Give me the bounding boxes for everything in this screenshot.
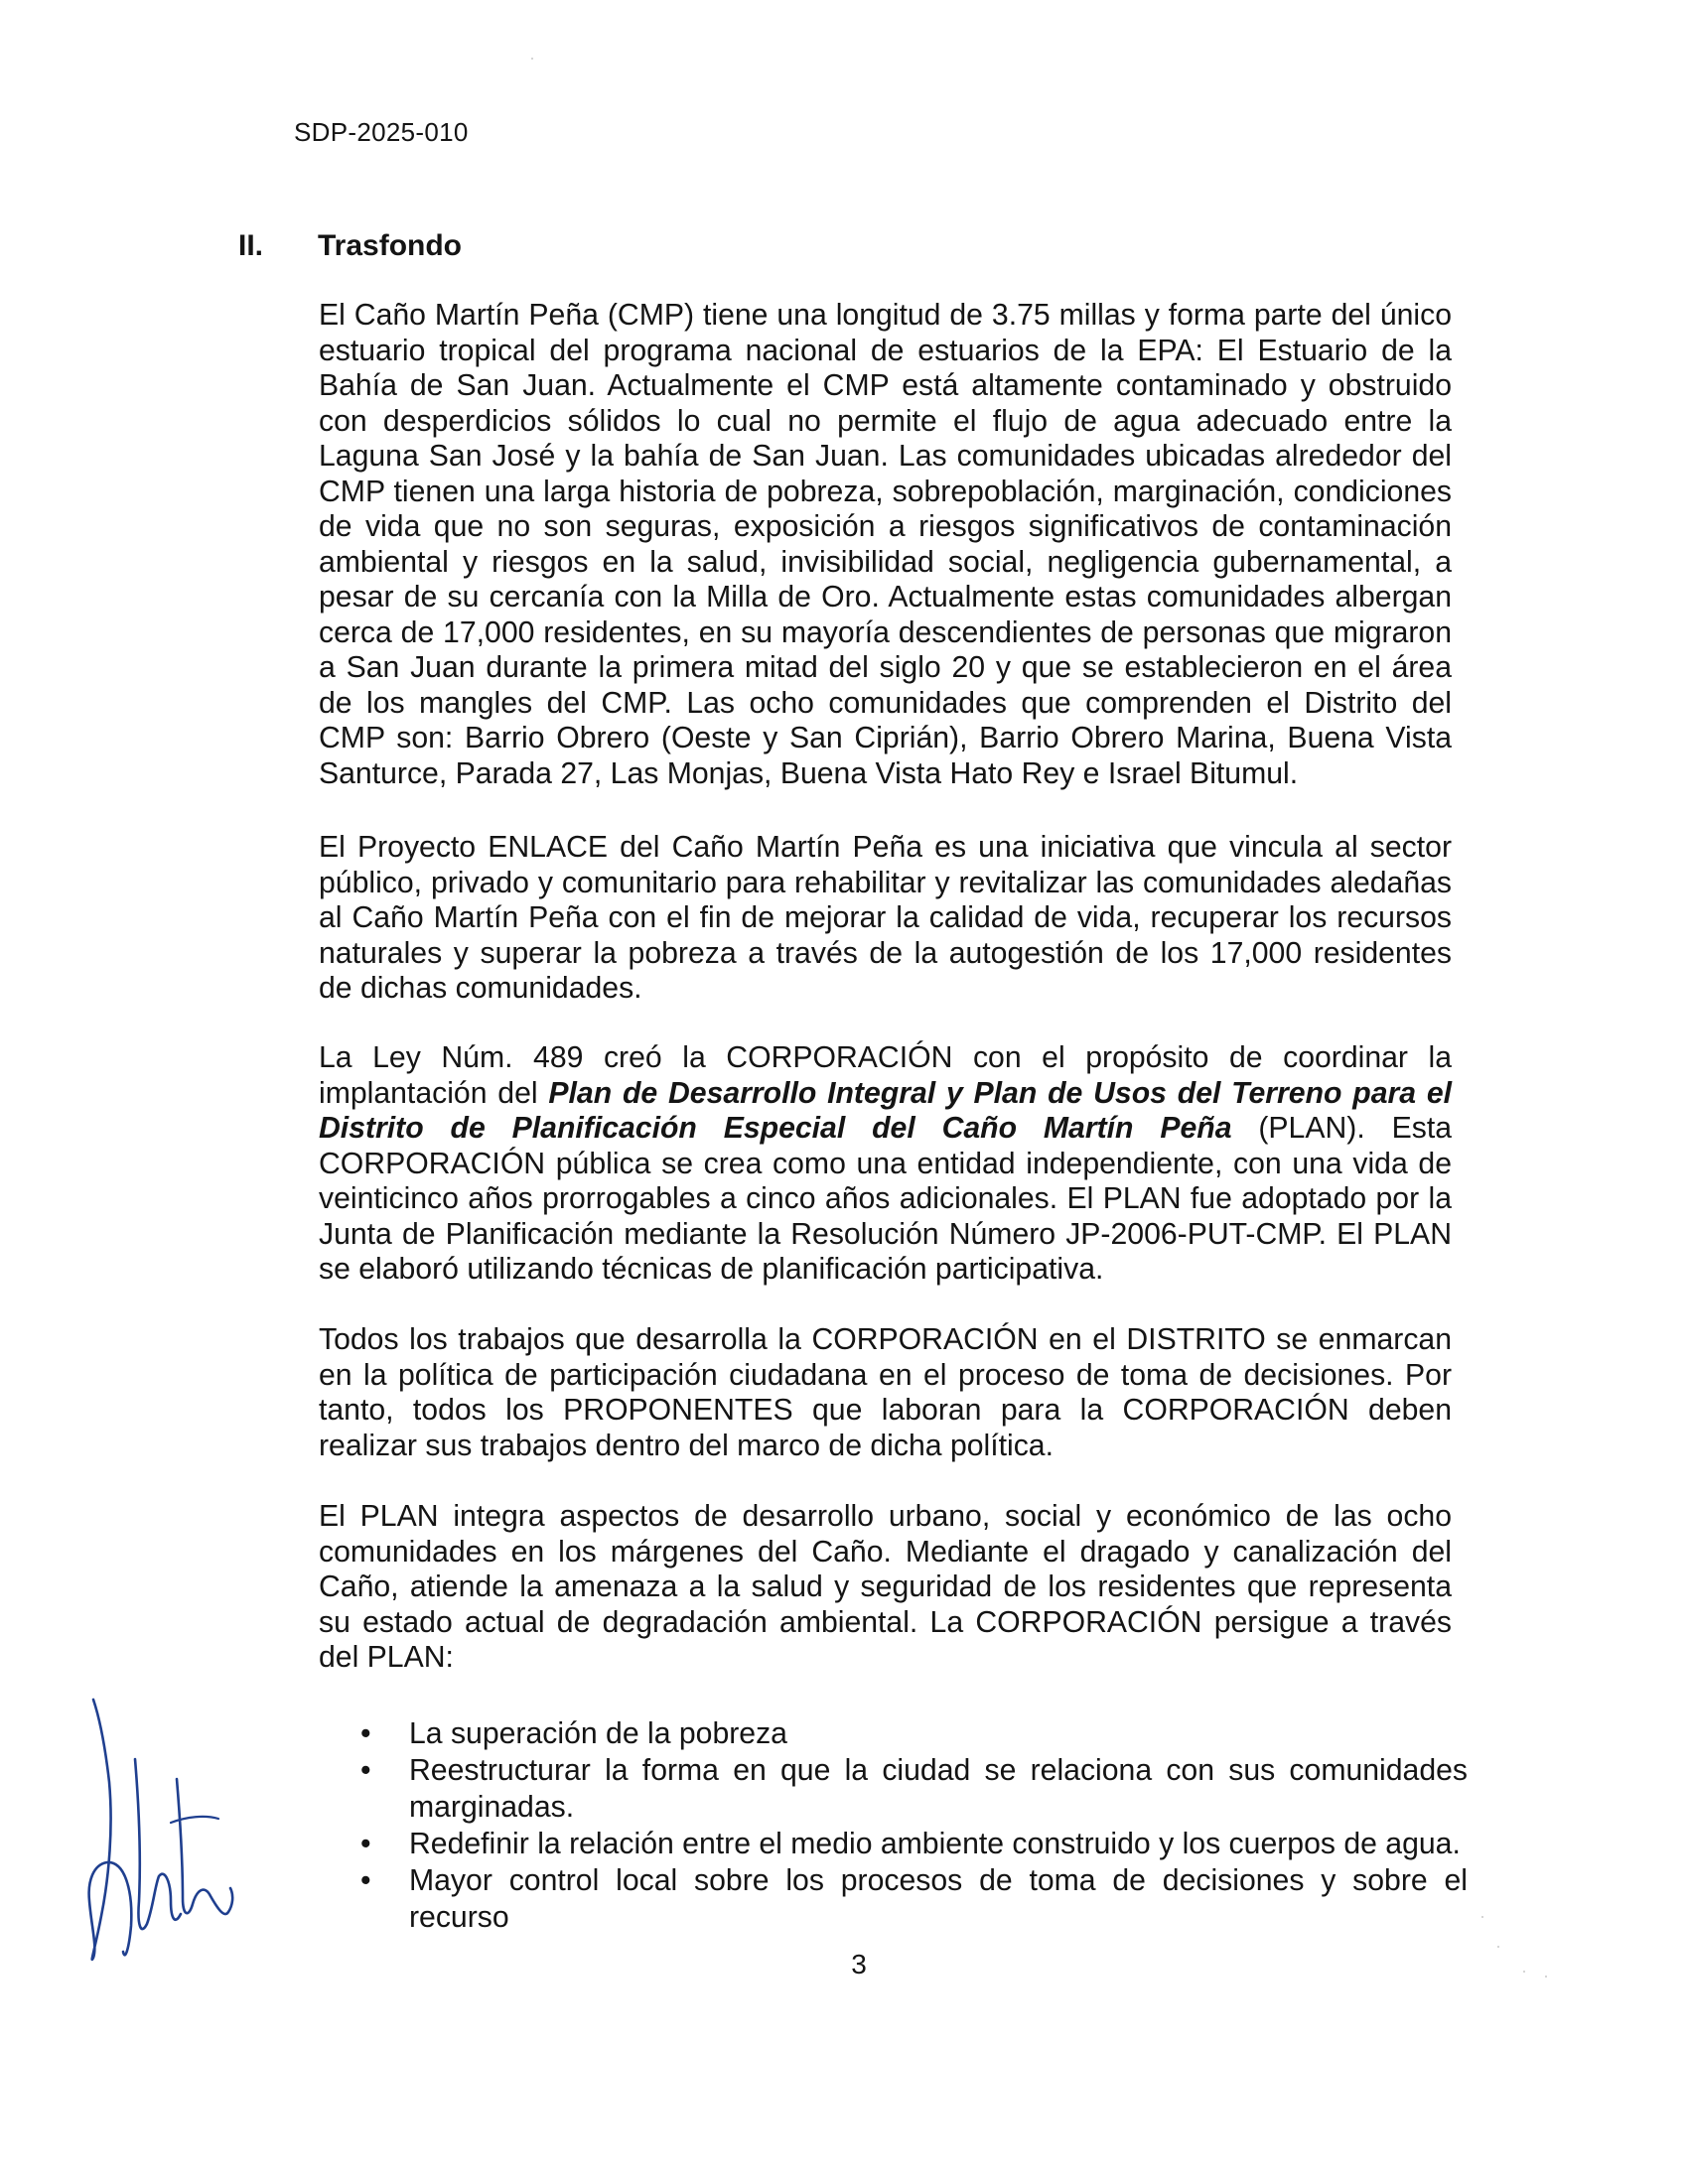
scan-speck	[1497, 1946, 1499, 1948]
handwritten-signature	[79, 1688, 248, 1976]
list-item-text: La superación de la pobreza	[409, 1717, 787, 1750]
paragraph-text: Todos los trabajos que desarrolla la CORPORACIÓN en el DISTRITO se enmarcan en la política de participación ciudadana en el proceso de toma de decisiones. Por tanto, todos los PROPONENTES que laboran para la CORPORACIÓN deben realizar sus trabajos dentro del marco de dicha política.	[319, 1323, 1452, 1462]
list-item	[319, 1715, 1468, 1752]
signature-stroke	[89, 1700, 132, 1960]
paragraph-background-cmp	[319, 298, 1452, 791]
paragraph-text: El Proyecto ENLACE del Caño Martín Peña es una iniciativa que vincula al sector público, privado y comunitario para rehabilitar y revitalizar las comunidades aledañas al Caño Martín Peña con el fin de mejorar la calidad de vida, recuperar los recursos naturales y superar la pobreza a través de la autogestión de los 17,000 residentes de dichas comunidades.	[319, 831, 1452, 1005]
page-number: 3	[851, 1949, 867, 1979]
scan-speck	[1523, 1971, 1525, 1973]
paragraph-ley-489	[319, 1040, 1452, 1288]
section-title: Trasfondo	[318, 229, 463, 262]
signature-stroke	[177, 1779, 232, 1914]
paragraph-enlace-project	[319, 830, 1452, 1007]
list-item-text: Redefinir la relación entre el medio ambiente construido y los cuerpos de agua.	[409, 1828, 1461, 1860]
paragraph-text-start: La Ley Núm. 489 creó la CORPORACIÓN con el propósito de coordinar la implantación del	[319, 1041, 1452, 1110]
document-code: SDP-2025-010	[294, 117, 469, 147]
paragraph-text-end: (PLAN). Esta CORPORACIÓN pública se crea como una entidad independiente, con una vida de veinticinco años prorrogables a cinco años adicionales. El PLAN fue adoptado por la Junta de Planificación mediante la Resolución Número JP-2006-PUT-CMP. El PLAN se elaboró utilizando técnicas de planificación participativa.	[319, 1112, 1452, 1286]
bullet-icon: •	[360, 1828, 371, 1860]
bullet-icon: •	[360, 1864, 371, 1897]
scan-speck	[1545, 1976, 1547, 1978]
plan-title-emphasis: Plan de Desarrollo Integral y Plan de Usos del Terreno para el Distrito de Planificación Especial del Caño Martín Peña	[319, 1076, 1453, 1145]
list-item-text: Mayor control local sobre los procesos de toma de decisiones y sobre el recurso	[409, 1864, 1468, 1934]
section-number: II.	[238, 229, 264, 262]
scan-speck	[531, 58, 533, 60]
list-item	[319, 1752, 1468, 1826]
list-item	[319, 1862, 1468, 1936]
paragraph-text: El PLAN integra aspectos de desarrollo urbano, social y económico de las ocho comunidades en los márgenes del Caño. Mediante el dragado y canalización del Caño, atiende la amenaza a la salud y seguridad de los residentes que representa su estado actual de degradación ambiental. La CORPORACIÓN persigue a través del PLAN:	[319, 1500, 1452, 1674]
list-item-text: Reestructurar la forma en que la ciudad se relaciona con sus comunidades marginadas.	[409, 1754, 1468, 1824]
paragraph-text	[319, 1040, 1452, 1288]
paragraph-citizen-participation	[319, 1322, 1452, 1463]
scan-speck	[1481, 1916, 1483, 1918]
bullet-icon: •	[360, 1754, 371, 1787]
list-item	[319, 1826, 1468, 1862]
plan-goals-list	[319, 1715, 1468, 1936]
paragraph-text: El Caño Martín Peña (CMP) tiene una longitud de 3.75 millas y forma parte del único estuario tropical del programa nacional de estuarios de la EPA: El Estuario de la Bahía de San Juan. Actualmente el CMP está altamente contaminado y obstruido con desperdicios sólidos lo cual no permite el flujo de agua adecuado entre la Laguna San José y la bahía de San Juan. Las comunidades ubicadas alrededor del CMP tienen una larga historia de pobreza, sobrepoblación, marginación, condiciones de vida que no son seguras, exposición a riesgos significativos de contaminación ambiental y riesgos en la salud, invisibilidad social, negligencia gubernamental, a pesar de su cercanía con la Milla de Oro. Actualmente estas comunidades albergan cerca de 17,000 residentes, en su mayoría descendientes de personas que migraron a San Juan durante la primera mitad del siglo 20 y que se establecieron en el área de los mangles del CMP. Las ocho comunidades que comprenden el Distrito del CMP son: Barrio Obrero (Oeste y San Ciprián), Barrio Obrero Marina, Buena Vista Santurce, Parada 27, Las Monjas, Buena Vista Hato Rey e Israel Bitumul.	[319, 299, 1452, 790]
paragraph-plan-goals	[319, 1499, 1452, 1676]
signature-stroke	[171, 1817, 218, 1823]
bullet-icon: •	[360, 1717, 371, 1750]
section-heading	[238, 229, 462, 263]
signature-stroke	[135, 1759, 181, 1929]
